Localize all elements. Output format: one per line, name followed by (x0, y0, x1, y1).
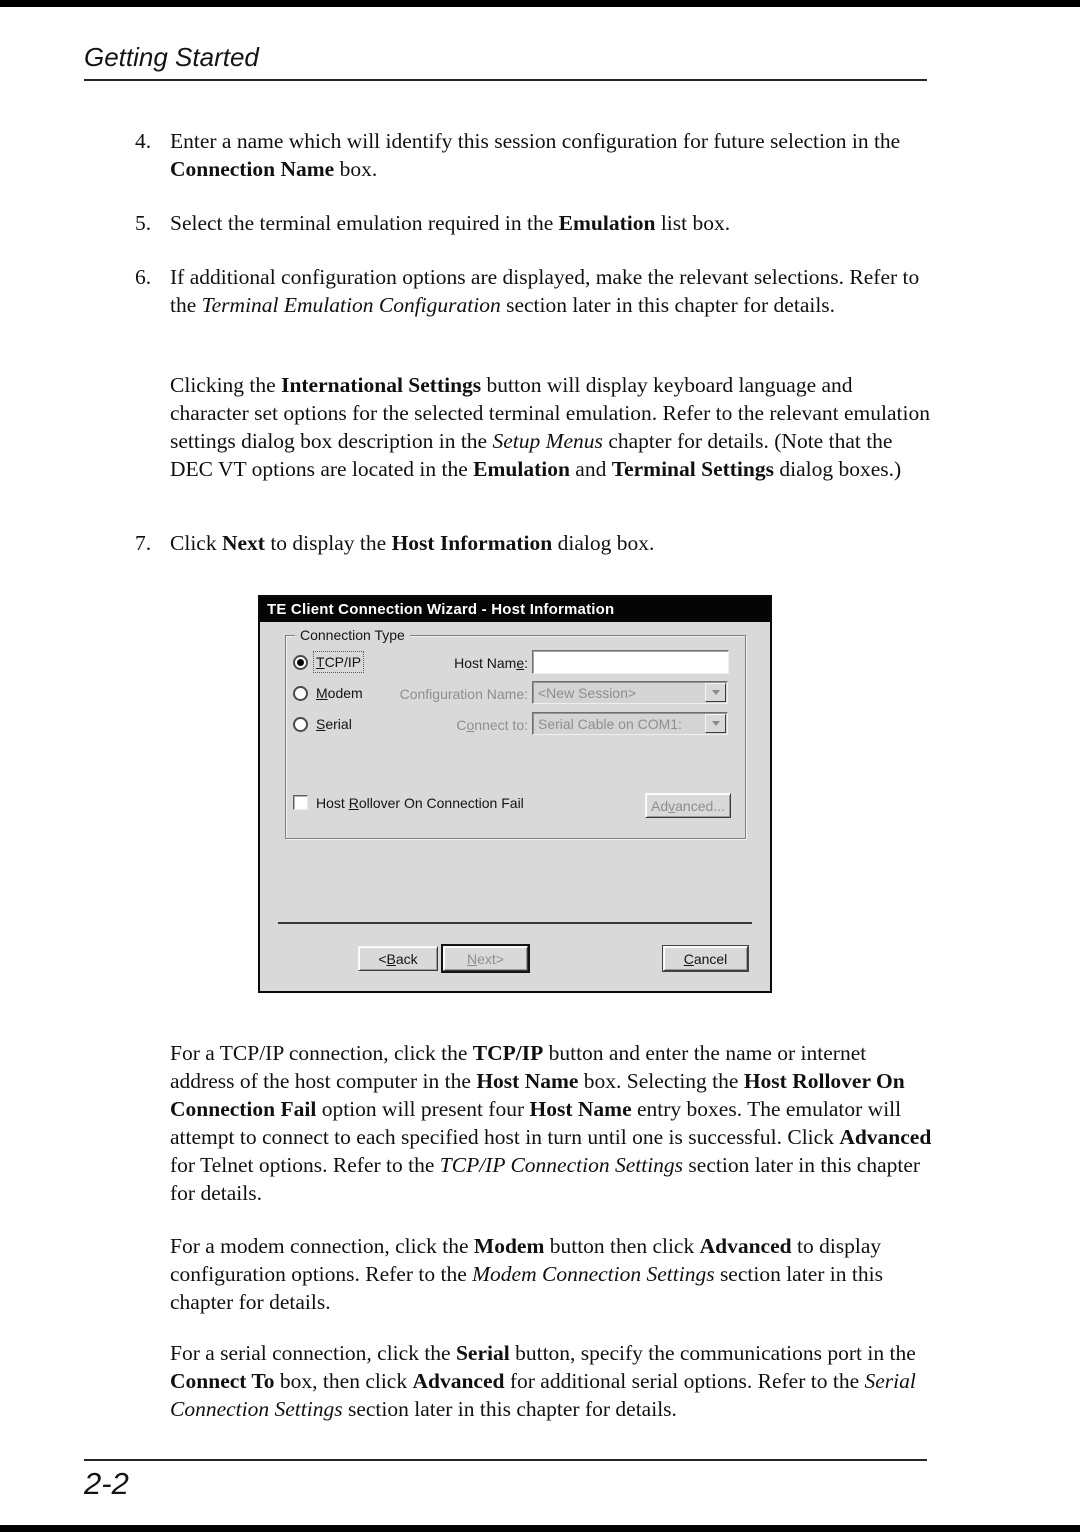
paragraph-modem: For a modem connection, click the Modem button then click Advanced to display configuration options. Refer to the Modem Connection Settings section later in this chapter for details. (170, 1234, 883, 1314)
list-item (135, 209, 930, 237)
list-item (135, 529, 930, 557)
list-item-continuation (135, 371, 930, 483)
list-item-text: Clicking the International Settings button will display keyboard language and character set options for the selected terminal emulation. Refer to the relevant emulation settings dialog box description in the Setup Menus chapter for details. (Note that the DEC VT options are located in the Emulation and Terminal Settings dialog boxes.) (170, 373, 930, 481)
list-item-text: Enter a name which will identify this session configuration for future selection in the Connection Name box. (170, 129, 901, 181)
list-item (135, 127, 930, 183)
footer-rule (84, 1459, 927, 1461)
host-name-input[interactable] (532, 650, 729, 674)
list-item-number: 6. (135, 265, 152, 289)
chevron-down-icon[interactable] (705, 683, 726, 702)
dialog-body (260, 622, 770, 991)
host-rollover-label: Host Rollover On Connection Fail (316, 794, 524, 811)
radio-modem[interactable] (293, 684, 363, 702)
footer-page-number: 2-2 (84, 1466, 129, 1501)
radio-button-icon[interactable] (293, 717, 308, 732)
te-client-connection-wizard-dialog (258, 595, 772, 993)
configuration-name-label: Configuration Name: (399, 686, 528, 702)
radio-button-icon[interactable] (293, 686, 308, 701)
list-item-number: 4. (135, 129, 152, 153)
list-item-number: 7. (135, 531, 152, 555)
list-item-text: Click Next to display the Host Information dialog box. (170, 531, 655, 555)
host-rollover-checkbox-row[interactable] (293, 794, 524, 811)
advanced-button-label: Advanced... (651, 797, 725, 814)
list-item (135, 263, 930, 319)
button-separator (278, 922, 752, 924)
list-item-text: If additional configuration options are displayed, make the relevant selections. Refer to the Terminal Emulation Configuration section later in this chapter for details. (170, 265, 920, 317)
list-item-number: 5. (135, 211, 152, 235)
next-button[interactable] (443, 946, 528, 971)
list-item-text: Select the terminal emulation required in the Emulation list box. (170, 211, 731, 235)
paragraph-serial: For a serial connection, click the Serial button, specify the communications port in the Connect To box, then click Advanced for additional serial options. Refer to the Serial Connection Settings section later in this chapter for details. (170, 1341, 916, 1421)
host-name-label: Host Name: (454, 655, 528, 671)
radio-tcpip-label: TCP/IP (316, 654, 362, 670)
connect-to-value: Serial Cable on COM1: (538, 715, 682, 732)
configuration-name-value: <New Session> (538, 684, 637, 701)
scan-edge-bottom (0, 1525, 1080, 1532)
cancel-button[interactable] (663, 946, 748, 971)
checkbox-icon[interactable] (293, 795, 308, 810)
radio-serial[interactable] (293, 715, 352, 733)
dialog-titlebar[interactable] (260, 597, 770, 622)
back-button[interactable] (358, 946, 438, 971)
back-button-label: <Back (378, 950, 418, 967)
connect-to-label: Connect to: (456, 717, 528, 733)
header-rule (84, 79, 927, 81)
dialog-title: TE Client Connection Wizard - Host Information (267, 601, 615, 618)
chevron-down-icon[interactable] (705, 714, 726, 733)
radio-tcpip[interactable] (293, 653, 361, 671)
next-button-label: Next> (467, 950, 504, 967)
radio-modem-label: Modem (316, 685, 363, 701)
paragraph-tcpip: For a TCP/IP connection, click the TCP/IP button and enter the name or internet address of the host computer in the Host Name box. Selecting the Host Rollover On Connection Fail option will present four Host Name entry boxes. The emulator will attempt to connect to each specified host in turn until one is successful. Click Advanced for Telnet options. Refer to the TCP/IP Connection Settings section later in this chapter for details. (170, 1041, 932, 1205)
radio-button-icon[interactable] (293, 655, 308, 670)
connection-type-legend: Connection Type (295, 627, 410, 643)
cancel-button-label: Cancel (683, 950, 728, 967)
configuration-name-dropdown[interactable] (532, 681, 728, 704)
radio-serial-label: Serial (316, 716, 352, 732)
page-header-title: Getting Started (84, 42, 259, 72)
scan-edge-top (0, 0, 1080, 7)
connect-to-dropdown[interactable] (532, 712, 728, 735)
advanced-button[interactable] (645, 793, 731, 818)
